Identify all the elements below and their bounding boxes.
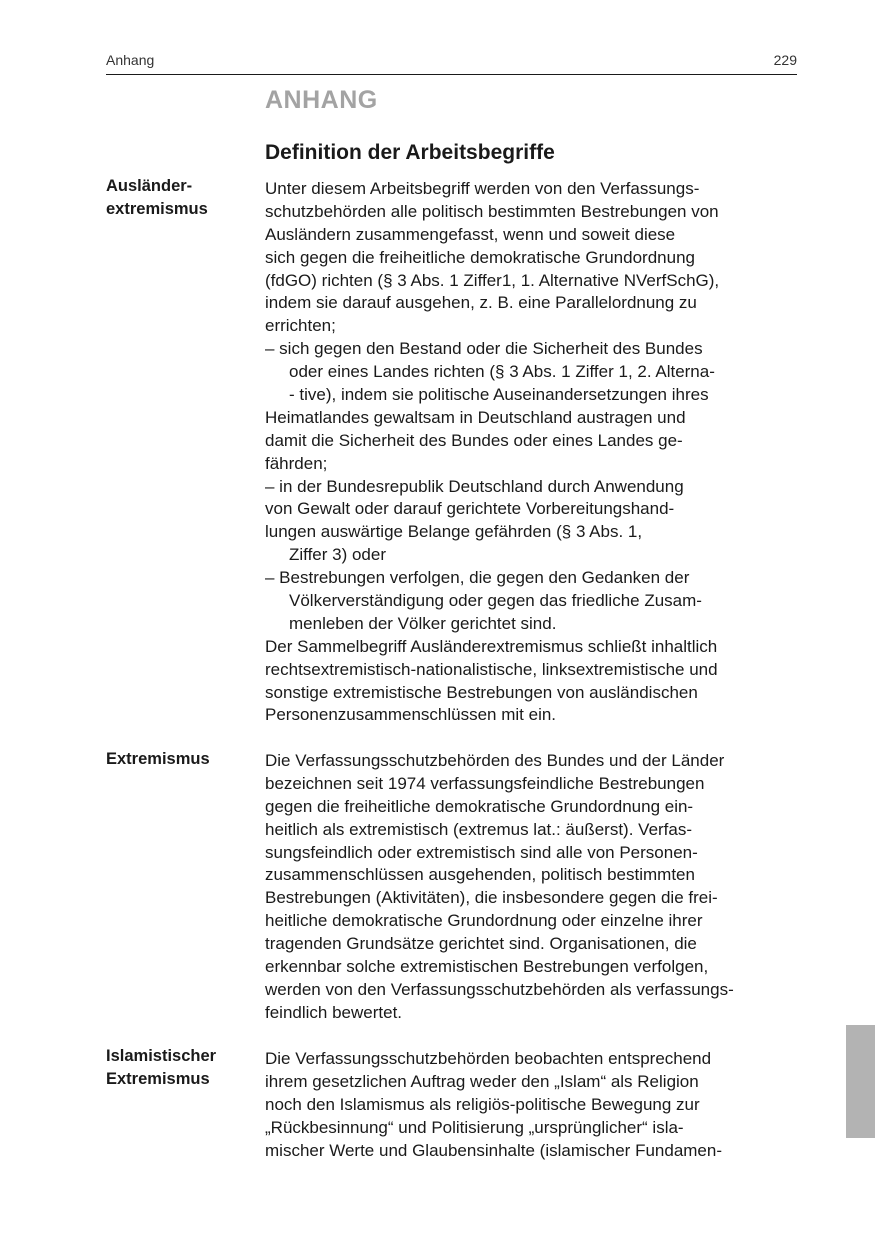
text-line: werden von den Verfassungsschutzbehörden als verfassungs-	[265, 979, 734, 999]
text-line: lungen auswärtige Belange gefährden (§ 3 Abs. 1,	[265, 522, 643, 542]
term-label-line: extremismus	[106, 200, 208, 218]
text-line: Personenzusammenschlüssen mit ein.	[265, 705, 557, 725]
text-line: errichten;	[265, 316, 336, 336]
text-line: sich gegen die freiheitliche demokratische Grundordnung	[265, 247, 695, 267]
term-label-line: Extremismus	[106, 1070, 210, 1088]
text-line: Die Verfassungsschutzbehörden beobachten entsprechend	[265, 1049, 712, 1068]
term-label-line: Extremismus	[106, 750, 210, 768]
term-label-extremismus	[106, 748, 256, 771]
text-line: Bestrebungen (Aktivitäten), die insbesondere gegen die frei-	[265, 888, 718, 908]
text-line: sungsfeindlich oder extremistisch sind alle von Personen-	[265, 842, 698, 862]
list-item-line: menleben der Völker gerichtet sind.	[289, 613, 557, 633]
text-line: Der Sammelbegriff Ausländerextremismus schließt inhaltlich	[265, 636, 718, 656]
text-line: (fdGO) richten (§ 3 Abs. 1 Ziffer1, 1. Alternative NVerfSchG),	[265, 270, 720, 290]
term-label-line: Islamistischer	[106, 1047, 217, 1065]
section-title: ANHANG	[265, 86, 378, 114]
text-line: schutzbehörden alle politisch bestimmten Bestrebungen von	[265, 201, 719, 221]
text-line: bezeichnen seit 1974 verfassungsfeindliche Bestrebungen	[265, 773, 705, 793]
list-item-line: – Bestrebungen verfolgen, die gegen den Gedanken der	[265, 568, 690, 588]
definition-extremismus	[265, 750, 810, 1025]
text-line: tragenden Grundsätze gerichtet sind. Organisationen, die	[265, 934, 697, 954]
text-line: indem sie darauf ausgehen, z. B. eine Parallelordnung zu	[265, 293, 697, 313]
list-item-line: oder eines Landes richten (§ 3 Abs. 1 Ziffer 1, 2. Alterna-	[289, 362, 715, 382]
text-line: Ausländern zusammengefasst, wenn und soweit diese	[265, 224, 676, 244]
text-line: erkennbar solche extremistischen Bestrebungen verfolgen,	[265, 957, 709, 977]
definition-heading: Definition der Arbeitsbegriffe	[265, 141, 555, 164]
text-line: Unter diesem Arbeitsbegriff werden von den Verfassungs-	[265, 179, 700, 198]
list-item-line: Völkerverständigung oder gegen das friedliche Zusam-	[289, 591, 702, 611]
text-line: heitliche demokratische Grundordnung oder einzelne ihrer	[265, 911, 703, 931]
definition-islamistischer-extremismus	[265, 1048, 810, 1162]
text-line: damit die Sicherheit des Bundes oder eines Landes ge-	[265, 430, 683, 450]
text-line: Die Verfassungsschutzbehörden des Bundes und der Länder	[265, 751, 725, 770]
text-line: rechtsextremistisch-nationalistische, linksextremistische und	[265, 659, 718, 679]
text-line: „Rückbesinnung“ und Politisierung „ursprünglicher“ isla-	[265, 1117, 684, 1137]
text-line: sonstige extremistische Bestrebungen von ausländischen	[265, 682, 698, 702]
text-line: von Gewalt oder darauf gerichtete Vorbereitungshand-	[265, 499, 675, 519]
chapter-thumb-tab	[846, 1025, 875, 1138]
text-line: Heimatlandes gewaltsam in Deutschland austragen und	[265, 407, 686, 427]
header-section-name: Anhang	[106, 52, 155, 68]
text-line: feindlich bewertet.	[265, 1002, 403, 1022]
list-item-line: - tive), indem sie politische Auseinandersetzungen ihres	[289, 385, 709, 405]
term-label-auslaenderextremismus	[106, 175, 256, 221]
text-line: fährden;	[265, 453, 328, 473]
text-line: ihrem gesetzlichen Auftrag weder den „Islam“ als Religion	[265, 1071, 699, 1091]
running-header	[106, 52, 797, 75]
text-line: heitlich als extremistisch (extremus lat.: äußerst). Verfas-	[265, 819, 693, 839]
text-line: gegen die freiheitliche demokratische Grundordnung ein-	[265, 796, 694, 816]
list-item-line: – sich gegen den Bestand oder die Sicherheit des Bundes	[265, 339, 703, 359]
list-item-line: – in der Bundesrepublik Deutschland durch Anwendung	[265, 476, 684, 496]
term-label-line: Ausländer-	[106, 177, 193, 195]
text-line: noch den Islamismus als religiös-politische Bewegung zur	[265, 1094, 700, 1114]
page-number: 229	[773, 52, 797, 68]
definition-auslaenderextremismus	[265, 178, 810, 727]
text-line: zusammenschlüssen ausgehenden, politisch bestimmten	[265, 865, 695, 885]
text-line: Ziffer 3) oder	[289, 545, 387, 565]
term-label-islamistischer-extremismus	[106, 1045, 256, 1091]
text-line: mischer Werte und Glaubensinhalte (islamischer Fundamen-	[265, 1140, 722, 1160]
